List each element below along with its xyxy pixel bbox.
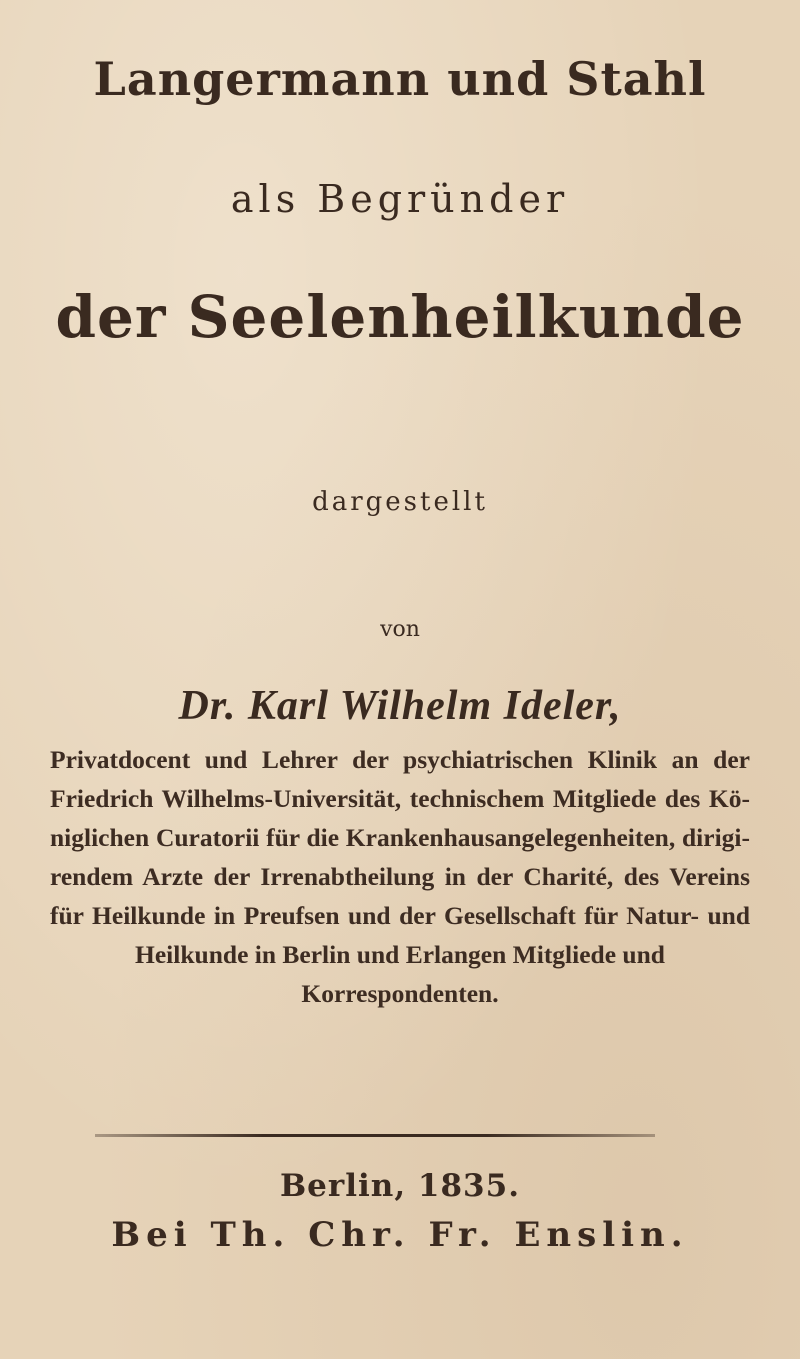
description-line: Privatdocent und Lehrer der psychiatrischen Klinik an der [50,745,750,774]
divider-rule [95,1134,655,1137]
description-line: rendem Arzte der Irrenabtheilung in der Charité, des Vereins [50,862,750,891]
author-description [50,740,750,1013]
title-line-1: Langermann und Stahl [93,52,707,106]
imprint-place-year: Berlin, 1835. [279,1168,520,1204]
description-line: Friedrich Wilhelms-Universität, technischem Mitgliede des Kö- [50,784,750,813]
imprint-publisher: Bei Th. Chr. Fr. Enslin. [111,1215,689,1255]
description-line: niglichen Curatorii für die Krankenhausangelegenheiten, dirigi- [50,823,750,852]
author-name: Dr. Karl Wilhelm Ideler, [178,683,622,729]
dargestellt-label: dargestellt [312,487,488,517]
title-line-3: der Seelenheilkunde [55,283,745,351]
description-line: Korrespondenten. [301,979,499,1008]
title-line-2: als Begründer [230,177,570,221]
description-line: Heilkunde in Berlin und Erlangen Mitgliede und [135,940,665,969]
von-label: von [380,617,420,642]
description-line: für Heilkunde in Preufsen und der Gesellschaft für Natur- und [50,901,750,930]
